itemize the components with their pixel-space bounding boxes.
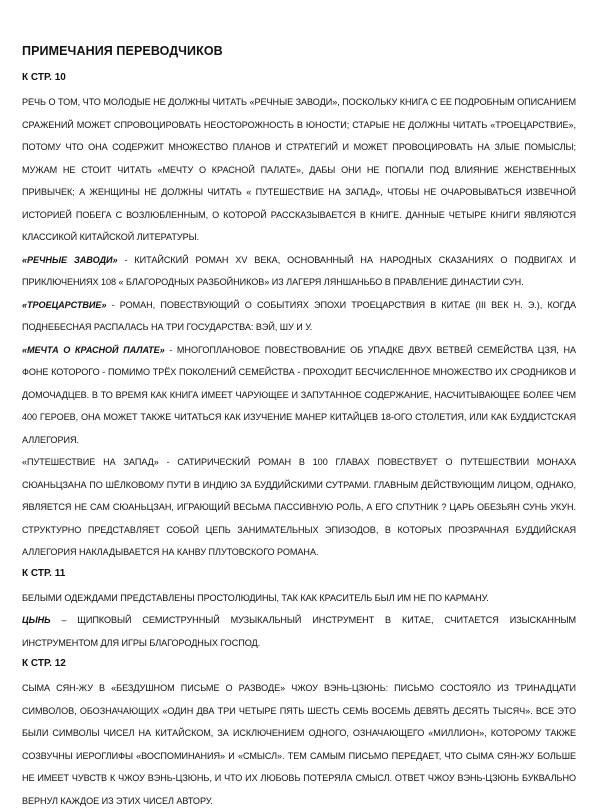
note-term: «РЕЧНЫЕ ЗАВОДИ»	[22, 254, 118, 265]
note-text: – ЩИПКОВЫЙ СЕМИСТРУННЫЙ МУЗЫКАЛЬНЫЙ ИНСТРУМЕНТ В КИТАЕ, СЧИТАЕТСЯ ИЗЫСКАННЫМ ИНСТРУМЕНТОМ ДЛЯ ИГРЫ БЛАГОРОДНЫХ ГОСПОД.	[22, 615, 576, 648]
notes-page	[22, 44, 576, 812]
section-page-11	[22, 568, 576, 655]
note-text: БЕЛЫМИ ОДЕЖДАМИ ПРЕДСТАВЛЕНЫ ПРОСТОЛЮДИНЫ, ТАК КАК КРАСИТЕЛЬ БЫЛ ИМ НЕ ПО КАРМАНУ.	[22, 592, 489, 603]
note-paragraph	[22, 609, 576, 654]
note-text: - МНОГОПЛАНОВОЕ ПОВЕСТВОВАНИЕ ОБ УПАДКЕ ДВУХ ВЕТВЕЙ СЕМЕЙСТВА ЦЗЯ, НА ФОНЕ КОТОРОГО - ПОМИМО ТРЁХ ПОКОЛЕНИЙ СЕМЕЙСТВА - ПРОХОДИТ БЕСЧИСЛЕННОЕ МНОЖЕСТВО ИХ СРОДНИКОВ И ДОМОЧАДЦЕВ. В ТО ВРЕМЯ КАК КНИГА ИМЕЕТ ЧАРУЮЩЕЕ И ЗАПУТАННОЕ СОДЕРЖАНИЕ, НАСЧИТЫВАЮЩЕЕ БОЛЕЕ ЧЕМ 400 ГЕРОЕВ, ОНА МОЖЕТ ТАКЖЕ ЧИТАТЬСЯ КАК ИЗУЧЕНИЕ МАНЕР КИТАЙЦЕВ 18-ОГО СТОЛЕТИЯ, ИЛИ КАК БУДДИСТСКАЯ АЛЛЕГОРИЯ.	[22, 344, 576, 445]
section-page-12	[22, 658, 576, 812]
note-text: - РОМАН, ПОВЕСТВУЮЩИЙ О СОБЫТИЯХ ЭПОХИ ТРОЕЦАРСТВИЯ В КИТАЕ (III ВЕК Н. Э.), КОГДА ПОДНЕБЕСНАЯ РАСПАЛАСЬ НА ТРИ ГОСУДАРСТВА: ВЭЙ, ШУ И У.	[22, 299, 576, 332]
section-page-10	[22, 72, 576, 564]
note-text: - КИТАЙСКИЙ РОМАН XV ВЕКА, ОСНОВАННЫЙ НА НАРОДНЫХ СКАЗАНИЯХ О ПОДВИГАХ И ПРИКЛЮЧЕНИЯХ 108 « БЛАГОРОДНЫХ РАЗБОЙНИКОВ» ИЗ ЛАГЕРЯ ЛЯНШАНЬБО В ПРАВЛЕНИЕ ДИНАСТИИ СУН.	[22, 254, 576, 287]
page-reference: К СТР. 12	[22, 658, 66, 669]
note-paragraph	[22, 249, 576, 294]
note-paragraph	[22, 91, 576, 249]
note-term: «МЕЧТА О КРАСНОЙ ПАЛАТЕ»	[22, 344, 165, 355]
page-reference: К СТР. 10	[22, 72, 66, 83]
note-text: СЫМА СЯН-ЖУ В «БЕЗДУШНОМ ПИСЬМЕ О РАЗВОДЕ» ЧЖОУ ВЭНЬ-ЦЗЮНЬ: ПИСЬМО СОСТОЯЛО ИЗ ТРИНАДЦАТИ СИМВОЛОВ, ОБОЗНАЧАЮЩИХ «ОДИН ДВА ТРИ ЧЕТЫРЕ ПЯТЬ ШЕСТЬ СЕМЬ ВОСЕМЬ ДЕВЯТЬ ДЕСЯТЬ ТЫСЯЧ». ВСЕ ЭТО БЫЛИ СИМВОЛЫ ЧИСЕЛ НА КИТАЙСКОМ, ЗА ИСКЛЮЧЕНИЕМ ОДНОГО, ОЗНАЧАЮЩЕГО «МИЛЛИОН», КОТОРОМУ ТАКЖЕ СОЗВУЧНЫ ИЕРОГЛИФЫ «ВОСПОМИНАНИЯ» И «СМЫСЛ». ТЕМ САМЫМ ПИСЬМО ПЕРЕДАЕТ, ЧТО СЫМА СЯН-ЖУ БОЛЬШЕ НЕ ИМЕЕТ ЧУВСТВ К ЧЖОУ ВЭНЬ-ЦЗЮНЬ, И ЧТО ИХ ЛЮБОВЬ ПОТЕРЯЛА СМЫСЛ. ОТВЕТ ЧЖОУ ВЭНЬ-ЦЗЮНЬ БУКВАЛЬНО ВЕРНУЛ КАЖДОЕ ИЗ ЭТИХ ЧИСЕЛ АВТОРУ.	[22, 683, 576, 806]
note-paragraph	[22, 451, 576, 564]
page-title: ПРИМЕЧАНИЯ ПЕРЕВОДЧИКОВ	[22, 44, 223, 58]
note-term: «ТРОЕЦАРСТВИЕ»	[22, 299, 107, 310]
note-paragraph	[22, 587, 576, 610]
note-text: «ПУТЕШЕСТВИЕ НА ЗАПАД» - САТИРИЧЕСКИЙ РОМАН В 100 ГЛАВАХ ПОВЕСТВУЕТ О ПУТЕШЕСТВИИ МОНАХА СЮАНЬЦЗАНА ПО ШЁЛКОВОМУ ПУТИ В ИНДИЮ ЗА БУДДИЙСКИМИ СУТРАМИ. ГЛАВНЫМ ДЕЙСТВУЮЩИМ ЛИЦОМ, ОДНАКО, ЯВЛЯЕТСЯ НЕ САМ СЮАНЬЦЗАН, ИГРАЮЩИЙ ВЕСЬМА ПАССИВНУЮ РОЛЬ, А ЕГО СПУТНИК ? ЦАРЬ ОБЕЗЬЯН СУНЬ УКУН. СТРУКТУРНО ПРЕДСТАВЛЯЕТ СОБОЙ ЦЕПЬ ЗАНИМАТЕЛЬНЫХ ЭПИЗОДОВ, В КОТОРЫХ ПРОЗРАЧНАЯ БУДДИЙСКАЯ АЛЛЕГОРИЯ НАКЛАДЫВАЕТСЯ НА КАНВУ ПЛУТОВСКОГО РОМАНА.	[22, 457, 576, 557]
note-paragraph	[22, 294, 576, 339]
note-text: РЕЧЬ О ТОМ, ЧТО МОЛОДЫЕ НЕ ДОЛЖНЫ ЧИТАТЬ «РЕЧНЫЕ ЗАВОДИ», ПОСКОЛЬКУ КНИГА С ЕЕ ПОДРОБНЫМ ОПИСАНИЕМ СРАЖЕНИЙ МОЖЕТ СПРОВОЦИРОВАТЬ НЕОСТОРОЖНОСТЬ В ЮНОСТИ; СТАРЫЕ НЕ ДОЛЖНЫ ЧИТАТЬ «ТРОЕЦАРСТВИЕ», ПОТОМУ ЧТО ОНА СОДЕРЖИТ МНОЖЕСТВО ПЛАНОВ И СТРАТЕГИЙ И МОЖЕТ ПРОВОЦИРОВАТЬ НА ЗЛЫЕ ПОМЫСЛЫ; МУЖАМ НЕ СТОИТ ЧИТАТЬ «МЕЧТУ О КРАСНОЙ ПАЛАТЕ», ДАБЫ ОНИ НЕ ПОПАЛИ ПОД ВЛИЯНИЕ ЖЕНСТВЕННЫХ ПРИВЫЧЕК; А ЖЕНЩИНЫ НЕ ДОЛЖНЫ ЧИТАТЬ « ПУТЕШЕСТВИЕ НА ЗАПАД», ЧТОБЫ НЕ ОЧАРОВЫВАТЬСЯ ИЗВЕЧНОЙ ИСТОРИЕЙ ПОБЕГА С ВОЗЛЮБЛЕННЫМ, О КОТОРОЙ РАССКАЗЫВАЕТСЯ В КНИГЕ. ДАННЫЕ ЧЕТЫРЕ КНИГИ ЯВЛЯЮТСЯ КЛАССИКОЙ КИТАЙСКОЙ ЛИТЕРАТУРЫ.	[22, 97, 576, 242]
note-term: ЦЫНЬ	[22, 615, 51, 625]
note-paragraph	[22, 677, 576, 812]
page-reference: К СТР. 11	[22, 567, 66, 579]
note-paragraph	[22, 339, 576, 452]
